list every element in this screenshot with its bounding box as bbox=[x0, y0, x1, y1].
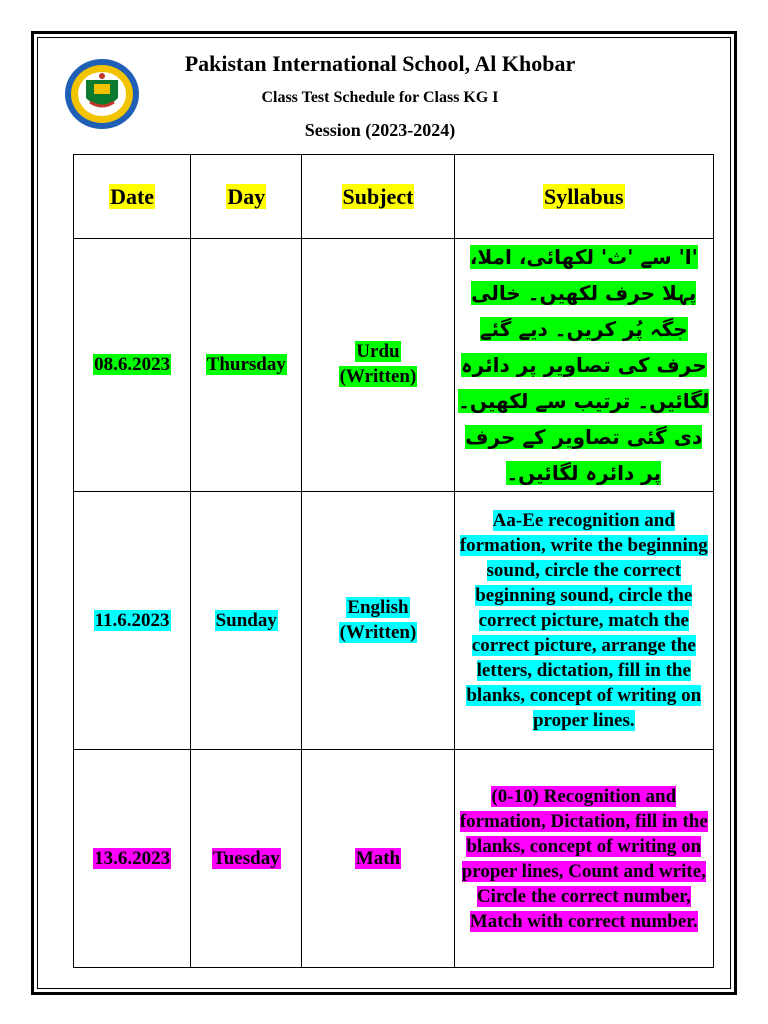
syllabus-text: 'ا' سے 'ث' لکھائی، املا، پہلا حرف لکھیں۔ خالی جگہ پُر کریں۔ دیے گئے حرف کی تصاویر پر دائرہ لگائیں۔ ترتیب سے لکھیں۔ دی گئی تصاویر کے حرف پر دائرہ لگائیں۔ bbox=[458, 245, 710, 485]
header-date: Date bbox=[110, 183, 155, 209]
date-value: 08.6.2023 bbox=[94, 354, 171, 375]
syllabus-cell bbox=[454, 492, 713, 750]
subject-value: Urdu bbox=[356, 341, 400, 362]
date-value: 11.6.2023 bbox=[94, 609, 170, 631]
day-cell bbox=[191, 492, 302, 750]
schedule-subtitle: Class Test Schedule for Class KG I bbox=[261, 89, 499, 106]
syllabus-cell bbox=[454, 239, 713, 492]
day-cell bbox=[191, 239, 302, 492]
subject-qualifier: (Written) bbox=[339, 621, 417, 643]
day-value: Tuesday bbox=[212, 847, 280, 869]
day-cell bbox=[191, 750, 302, 968]
table-row bbox=[74, 239, 714, 492]
subject-value: Math bbox=[355, 847, 401, 869]
subject-value: English bbox=[347, 596, 409, 618]
date-cell bbox=[74, 492, 191, 750]
school-crest-icon bbox=[64, 58, 140, 130]
header-syllabus-cell bbox=[454, 155, 713, 239]
syllabus-text: (0-10) Recognition and formation, Dictation, fill in the blanks, concept of writing on proper lines, Count and write, Circle the correct number, Match with correct number. bbox=[459, 785, 708, 932]
header-day-cell bbox=[191, 155, 302, 239]
schedule-table bbox=[73, 154, 714, 968]
date-cell bbox=[74, 239, 191, 492]
syllabus-text: Aa-Ee recognition and formation, write the beginning sound, circle the correct beginning sound, circle the correct picture, match the correct picture, arrange the letters, dictation, fill in the blanks, concept of writing on proper lines. bbox=[459, 510, 708, 731]
header-subject: Subject bbox=[342, 183, 414, 209]
table-row bbox=[74, 750, 714, 968]
session-label: Session (2023-2024) bbox=[304, 120, 456, 140]
subject-cell bbox=[302, 750, 454, 968]
header-subject-cell bbox=[302, 155, 454, 239]
header-syllabus: Syllabus bbox=[544, 183, 624, 209]
subject-qualifier: (Written) bbox=[339, 366, 417, 387]
day-value: Thursday bbox=[206, 354, 286, 375]
table-row bbox=[74, 492, 714, 750]
date-value: 13.6.2023 bbox=[94, 847, 171, 869]
header-day: Day bbox=[227, 183, 266, 209]
day-value: Sunday bbox=[215, 609, 277, 631]
school-name: Pakistan International School, Al Khobar bbox=[184, 51, 576, 76]
header-date-cell bbox=[74, 155, 191, 239]
table-header-row bbox=[74, 155, 714, 239]
syllabus-cell bbox=[454, 750, 713, 968]
date-cell bbox=[74, 750, 191, 968]
subject-cell bbox=[302, 239, 454, 492]
subject-cell bbox=[302, 492, 454, 750]
